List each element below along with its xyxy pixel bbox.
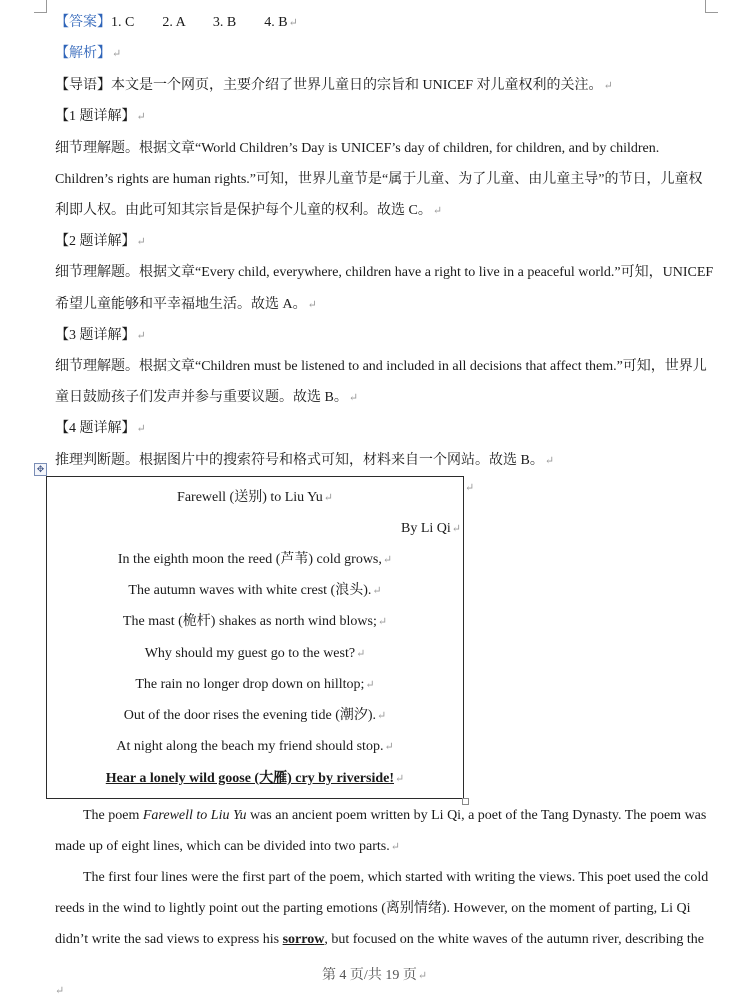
paragraph-mark-icon: ↵ xyxy=(348,392,359,404)
poem-line-3 xyxy=(47,612,463,632)
paragraph-mark-icon: ↵ xyxy=(451,523,461,535)
paragraph-mark-icon: ↵ xyxy=(112,48,122,60)
analysis-line xyxy=(55,44,121,64)
poem-line-5-text: The rain no longer drop down on hilltop; xyxy=(135,677,365,692)
q2-text-line-2 xyxy=(55,295,317,315)
paragraph-mark-icon: ↵ xyxy=(377,616,388,628)
poem-author-text: By Li Qi xyxy=(401,521,451,536)
paragraph-mark-icon: ↵ xyxy=(395,773,405,785)
para2-line-3-pre: didn’t write the sad views to express his xyxy=(55,932,283,947)
paragraph-mark-icon: ↵ xyxy=(323,492,333,504)
page-number: 第 4 页/共 19 页 xyxy=(321,968,417,983)
poem-line-4 xyxy=(47,644,463,664)
paragraph-mark-icon: ↵ xyxy=(372,585,382,597)
q3-label: 【3 题详解】 xyxy=(55,328,136,343)
paragraph-mark-icon: ↵ xyxy=(432,205,443,217)
para1-line-2 xyxy=(55,837,400,857)
poem-line-2-text: The autumn waves with white crest (浪头). xyxy=(128,583,372,598)
answer-label: 【答案】 xyxy=(55,15,111,30)
poem-line-7-text: At night along the beach my friend should stop. xyxy=(116,739,384,754)
table-move-handle-icon[interactable]: ✥ xyxy=(34,463,47,476)
intro-text: 本文是一个网页，主要介绍了世界儿童日的宗旨和 UNICEF 对儿童权利的关注。 xyxy=(111,78,603,93)
poem-line-5 xyxy=(47,675,463,695)
page-corner-mark-left xyxy=(34,0,47,13)
intro-line xyxy=(55,76,613,96)
para2-line-3-post: , but focused on the white waves of the autumn river, describing the xyxy=(324,932,705,947)
paragraph-mark-icon: ↵ xyxy=(384,741,394,753)
paragraph-mark-icon: ↵ xyxy=(55,985,65,997)
paragraph-mark-icon: ↵ xyxy=(377,710,387,722)
q2-heading xyxy=(55,232,146,252)
paragraph-mark-icon: ↵ xyxy=(365,679,375,691)
poem-line-8-text: Hear a lonely wild goose (大雁) cry by riverside! xyxy=(105,771,395,786)
paragraph-mark-icon: ↵ xyxy=(465,482,475,494)
q3-heading xyxy=(55,326,146,346)
q1-label: 【1 题详解】 xyxy=(55,109,136,124)
paragraph-mark-icon: ↵ xyxy=(544,455,555,467)
para1-title-italic: Farewell to Liu Yu xyxy=(142,808,247,823)
poem-line-4-text: Why should my guest go to the west? xyxy=(144,646,356,661)
poem-line-6-text: Out of the door rises the evening tide (潮汐). xyxy=(123,708,377,723)
answer-line xyxy=(55,13,298,33)
para1-line-2-text: made up of eight lines, which can be divided into two parts. xyxy=(55,839,390,854)
q1-text-line-3-content: 利即人权。由此可知其宗旨是保护每个儿童的权利。故选 C。 xyxy=(55,203,432,218)
q3-text-line-2 xyxy=(55,388,358,408)
paragraph-mark-icon: ↵ xyxy=(288,17,298,29)
page-footer xyxy=(0,966,749,986)
poem-line-8 xyxy=(47,769,463,789)
paragraph-mark-icon: ↵ xyxy=(390,841,400,853)
table-resize-handle[interactable] xyxy=(462,798,469,805)
poem-table xyxy=(46,476,464,799)
q4-text-line-1 xyxy=(55,451,554,471)
page-corner-mark-right xyxy=(705,0,718,13)
poem-line-6 xyxy=(47,706,463,726)
q1-heading xyxy=(55,107,146,127)
poem-line-1 xyxy=(47,550,463,570)
intro-label: 【导语】 xyxy=(55,78,111,93)
poem-line-1-text: In the eighth moon the reed (芦苇) cold grows, xyxy=(117,552,382,567)
q2-text-line-1: 细节理解题。根据文章“Every child, everywhere, children have a right to live in a peaceful world.”可知，UNICEF xyxy=(55,265,714,280)
paragraph-mark-icon: ↵ xyxy=(136,236,146,248)
poem-title-text: Farewell (送别) to Liu Yu xyxy=(177,490,323,505)
answer-items: 1. C 2. A 3. B 4. B xyxy=(111,15,288,30)
poem-line-2 xyxy=(47,581,463,601)
paragraph-mark-icon: ↵ xyxy=(382,554,393,566)
q1-text-line-2: Children’s rights are human rights.”可知，世界儿童节是“属于儿童、为了儿童、由儿童主导”的节日，儿童权 xyxy=(55,172,703,187)
paragraph-mark-icon: ↵ xyxy=(417,970,428,982)
q1-text-line-1: 细节理解题。根据文章“World Children’s Day is UNICEF’s day of children, for children, and by children. xyxy=(55,141,660,156)
para2-sorrow-word: sorrow xyxy=(282,932,325,947)
paragraph-mark-icon: ↵ xyxy=(136,423,146,435)
para2-line-2: reeds in the wind to lightly point out the parting emotions (离别情绪). However, on the moment of parting, Li Qi xyxy=(55,901,691,916)
para1-post: was an ancient poem written by Li Qi, a poet of the Tang Dynasty. The poem was xyxy=(246,808,707,823)
para1-line-1 xyxy=(83,806,706,826)
para1-pre: The poem xyxy=(83,808,143,823)
paragraph-mark-icon: ↵ xyxy=(136,330,146,342)
paragraph-mark-icon: ↵ xyxy=(307,299,317,311)
poem-author xyxy=(401,519,461,539)
para2-line-1: The first four lines were the first part of the poem, which started with writing the views. This poet used the cold xyxy=(83,870,709,885)
paragraph-mark-icon: ↵ xyxy=(136,111,146,123)
q4-heading xyxy=(55,419,146,439)
q1-text-line-3 xyxy=(55,201,442,221)
q4-text-line-1-content: 推理判断题。根据图片中的搜索符号和格式可知，材料来自一个网站。故选 B。 xyxy=(55,453,544,468)
paragraph-mark-icon: ↵ xyxy=(356,648,366,660)
q4-label: 【4 题详解】 xyxy=(55,421,136,436)
para2-line-3 xyxy=(55,930,704,950)
paragraph-mark-icon: ↵ xyxy=(603,80,613,92)
q3-text-line-2-content: 童日鼓励孩子们发声并参与重要议题。故选 B。 xyxy=(55,390,348,405)
q2-label: 【2 题详解】 xyxy=(55,234,136,249)
poem-line-3-text: The mast (桅杆) shakes as north wind blows; xyxy=(122,614,377,629)
q2-text-line-2-content: 希望儿童能够和平幸福地生活。故选 A。 xyxy=(55,297,307,312)
analysis-label: 【解析】 xyxy=(55,46,111,61)
poem-line-7 xyxy=(47,737,463,757)
poem-title xyxy=(47,488,463,508)
q3-text-line-1: 细节理解题。根据文章“Children must be listened to and included in all decisions that affect them.”可知，世界儿 xyxy=(55,359,707,374)
